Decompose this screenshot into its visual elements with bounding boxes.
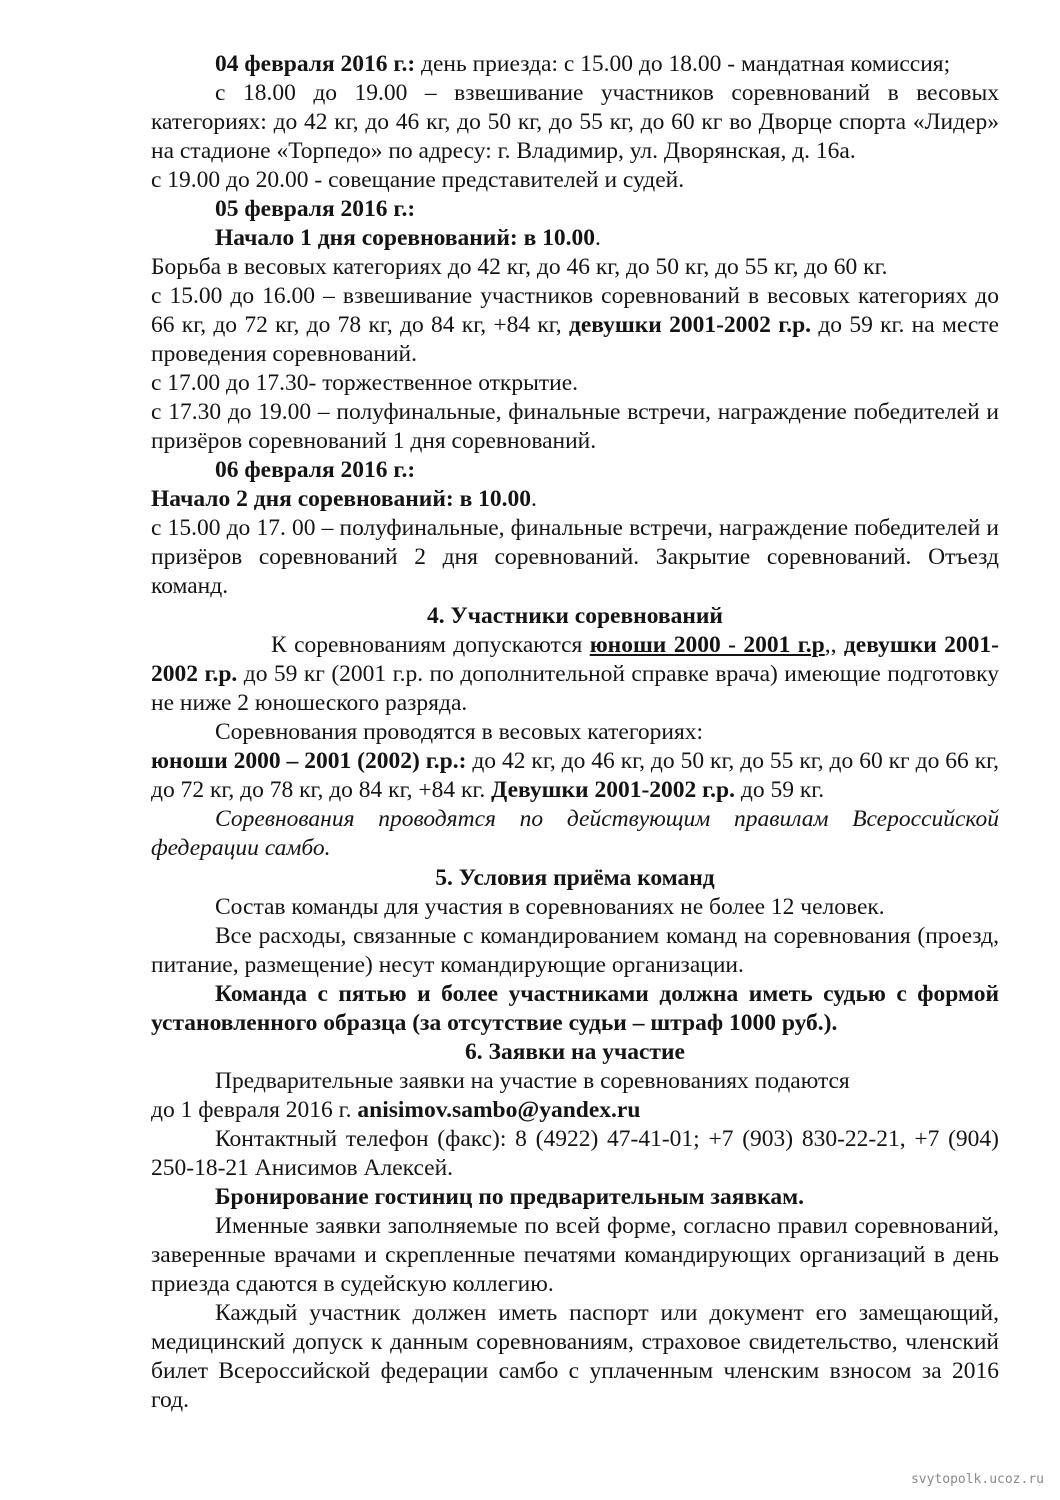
document-page <box>151 50 999 1415</box>
section4-heading: 4. Участники соревнований <box>427 603 723 629</box>
section6-email-link[interactable]: anisimov.sambo@yandex.ru <box>357 1097 641 1123</box>
section6-named-applications: Именные заявки заполняемые по всей форме, согласно правил соревнований, заверенные врачами и скрепленные печатями командирующих организаций в день приезда сдаются в судейскую коллегию. <box>151 1213 999 1297</box>
section4-boys: юноши 2000 - 2001 г.р <box>589 632 825 658</box>
section4-categories-boys: юноши 2000 – 2001 (2002) г.р.: <box>151 748 467 774</box>
section6-deadline-date: до 1 февраля 2016 г. <box>151 1097 358 1123</box>
section4-categories-girls: Девушки 2001-2002 г.р. <box>491 777 735 803</box>
section4-categories-intro: Соревнования проводятся в весовых категориях: <box>215 719 704 745</box>
day2-date: 05 февраля 2016 г.: <box>215 196 416 222</box>
section4-girls: девушки 2001-2002 г.р. <box>151 632 1000 687</box>
day1-date: 04 февраля 2016 г.: <box>215 51 416 77</box>
section4-admitted: К соревнованиям допускаются <box>271 632 590 658</box>
day1-meeting: с 19.00 до 20.00 - совещание представителей и судей. <box>151 167 685 193</box>
section4-eligibility <box>151 631 999 718</box>
day1-arrival: день приезда: с 15.00 до 18.00 - мандатная комиссия; <box>415 51 951 77</box>
section5-referee: Команда с пятью и более участниками должна иметь судью с формой установленного образца (за отсутствие судьи – штраф 1000 руб.). <box>151 981 999 1036</box>
section5-team-size: Состав команды для участия в соревнованиях не более 12 человек. <box>215 894 885 920</box>
day2-start-line <box>151 224 999 253</box>
section4-categories-girls-list: до 59 кг. <box>734 777 825 803</box>
section6-heading: 6. Заявки на участие <box>465 1039 685 1065</box>
section4-rules: Соревнования проводятся по действующим правилам Всероссийской федерации самбо. <box>151 806 999 861</box>
section6-contact: Контактный телефон (факс): 8 (4922) 47-41-01; +7 (903) 830-22-21, +7 (904) 250-18-21 Анисимов Алексей. <box>151 1126 999 1181</box>
section6-preliminary: Предварительные заявки на участие в соревнованиях подаются <box>215 1068 850 1094</box>
day2-start-dot: . <box>595 225 601 251</box>
day3-finals: с 15.00 до 17. 00 – полуфинальные, финальные встречи, награждение победителей и призёров соревнований 2 дня соревнований. Закрытие соревнований. Отъезд команд. <box>151 515 999 599</box>
day3-date: 06 февраля 2016 г.: <box>215 457 416 483</box>
section6-documents: Каждый участник должен иметь паспорт или документ его замещающий, медицинский допуск к данным соревнованиям, страховое свидетельство, членский билет Всероссийской федерации самбо с уплаченным членским взносом за 2016 год. <box>151 1300 999 1413</box>
section6-deadline <box>151 1096 999 1125</box>
schedule-day1-line1 <box>151 50 999 79</box>
day3-start-line <box>151 485 999 514</box>
day2-wrestling: Борьба в весовых категориях до 42 кг, до 46 кг, до 50 кг, до 55 кг, до 60 кг. <box>151 254 888 280</box>
day3-start-dot: . <box>531 486 537 512</box>
day2-weigh-in-place: до 59 кг. на месте проведения соревнований. <box>151 312 999 367</box>
day2-opening: с 17.00 до 17.30- торжественное открытие. <box>151 370 579 396</box>
section4-categories <box>151 747 999 805</box>
day2-girls: девушки 2001-2002 г.р. <box>568 312 812 338</box>
day2-start: Начало 1 дня соревнований: в 10.00 <box>215 225 596 251</box>
section4-eligibility-rest: до 59 кг (2001 г.р. по дополнительной справке врача) имеющие подготовку не ниже 2 юношеского разряда. <box>151 661 999 716</box>
day3-start: Начало 2 дня соревнований: в 10.00 <box>151 486 532 512</box>
day2-weigh-in-text: с 15.00 до 16.00 – взвешивание участников соревнований в весовых категориях до 66 кг, до 72 кг, до 78 кг, до 84 кг, +84 кг, <box>151 283 999 338</box>
site-watermark: svytopolk.ucoz.ru <box>910 1472 1044 1487</box>
section4-sep: ,, <box>824 632 844 658</box>
section5-expenses: Все расходы, связанные с командированием команд на соревнования (проезд, питание, размещение) несут командирующие организации. <box>151 923 999 978</box>
section4-categories-boys-list: до 42 кг, до 46 кг, до 50 кг, до 55 кг, до 60 кг до 66 кг, до 72 кг, до 78 кг, до 84 кг, +84 кг. <box>151 748 999 803</box>
section6-hotel: Бронирование гостиниц по предварительным заявкам. <box>215 1184 804 1210</box>
section5-heading: 5. Условия приёма команд <box>435 865 715 891</box>
day1-weigh-in: с 18.00 до 19.00 – взвешивание участников соревнований в весовых категориях: до 42 кг, до 46 кг, до 50 кг, до 55 кг, до 60 кг во Дворце спорта «Лидер» на стадионе «Торпедо» по адресу: г. Владимир, ул. Дворянская, д. 16а. <box>151 80 999 164</box>
day2-weigh-in <box>151 282 999 369</box>
day2-finals: с 17.30 до 19.00 – полуфинальные, финальные встречи, награждение победителей и призёров соревнований 1 дня соревнований. <box>151 399 999 454</box>
